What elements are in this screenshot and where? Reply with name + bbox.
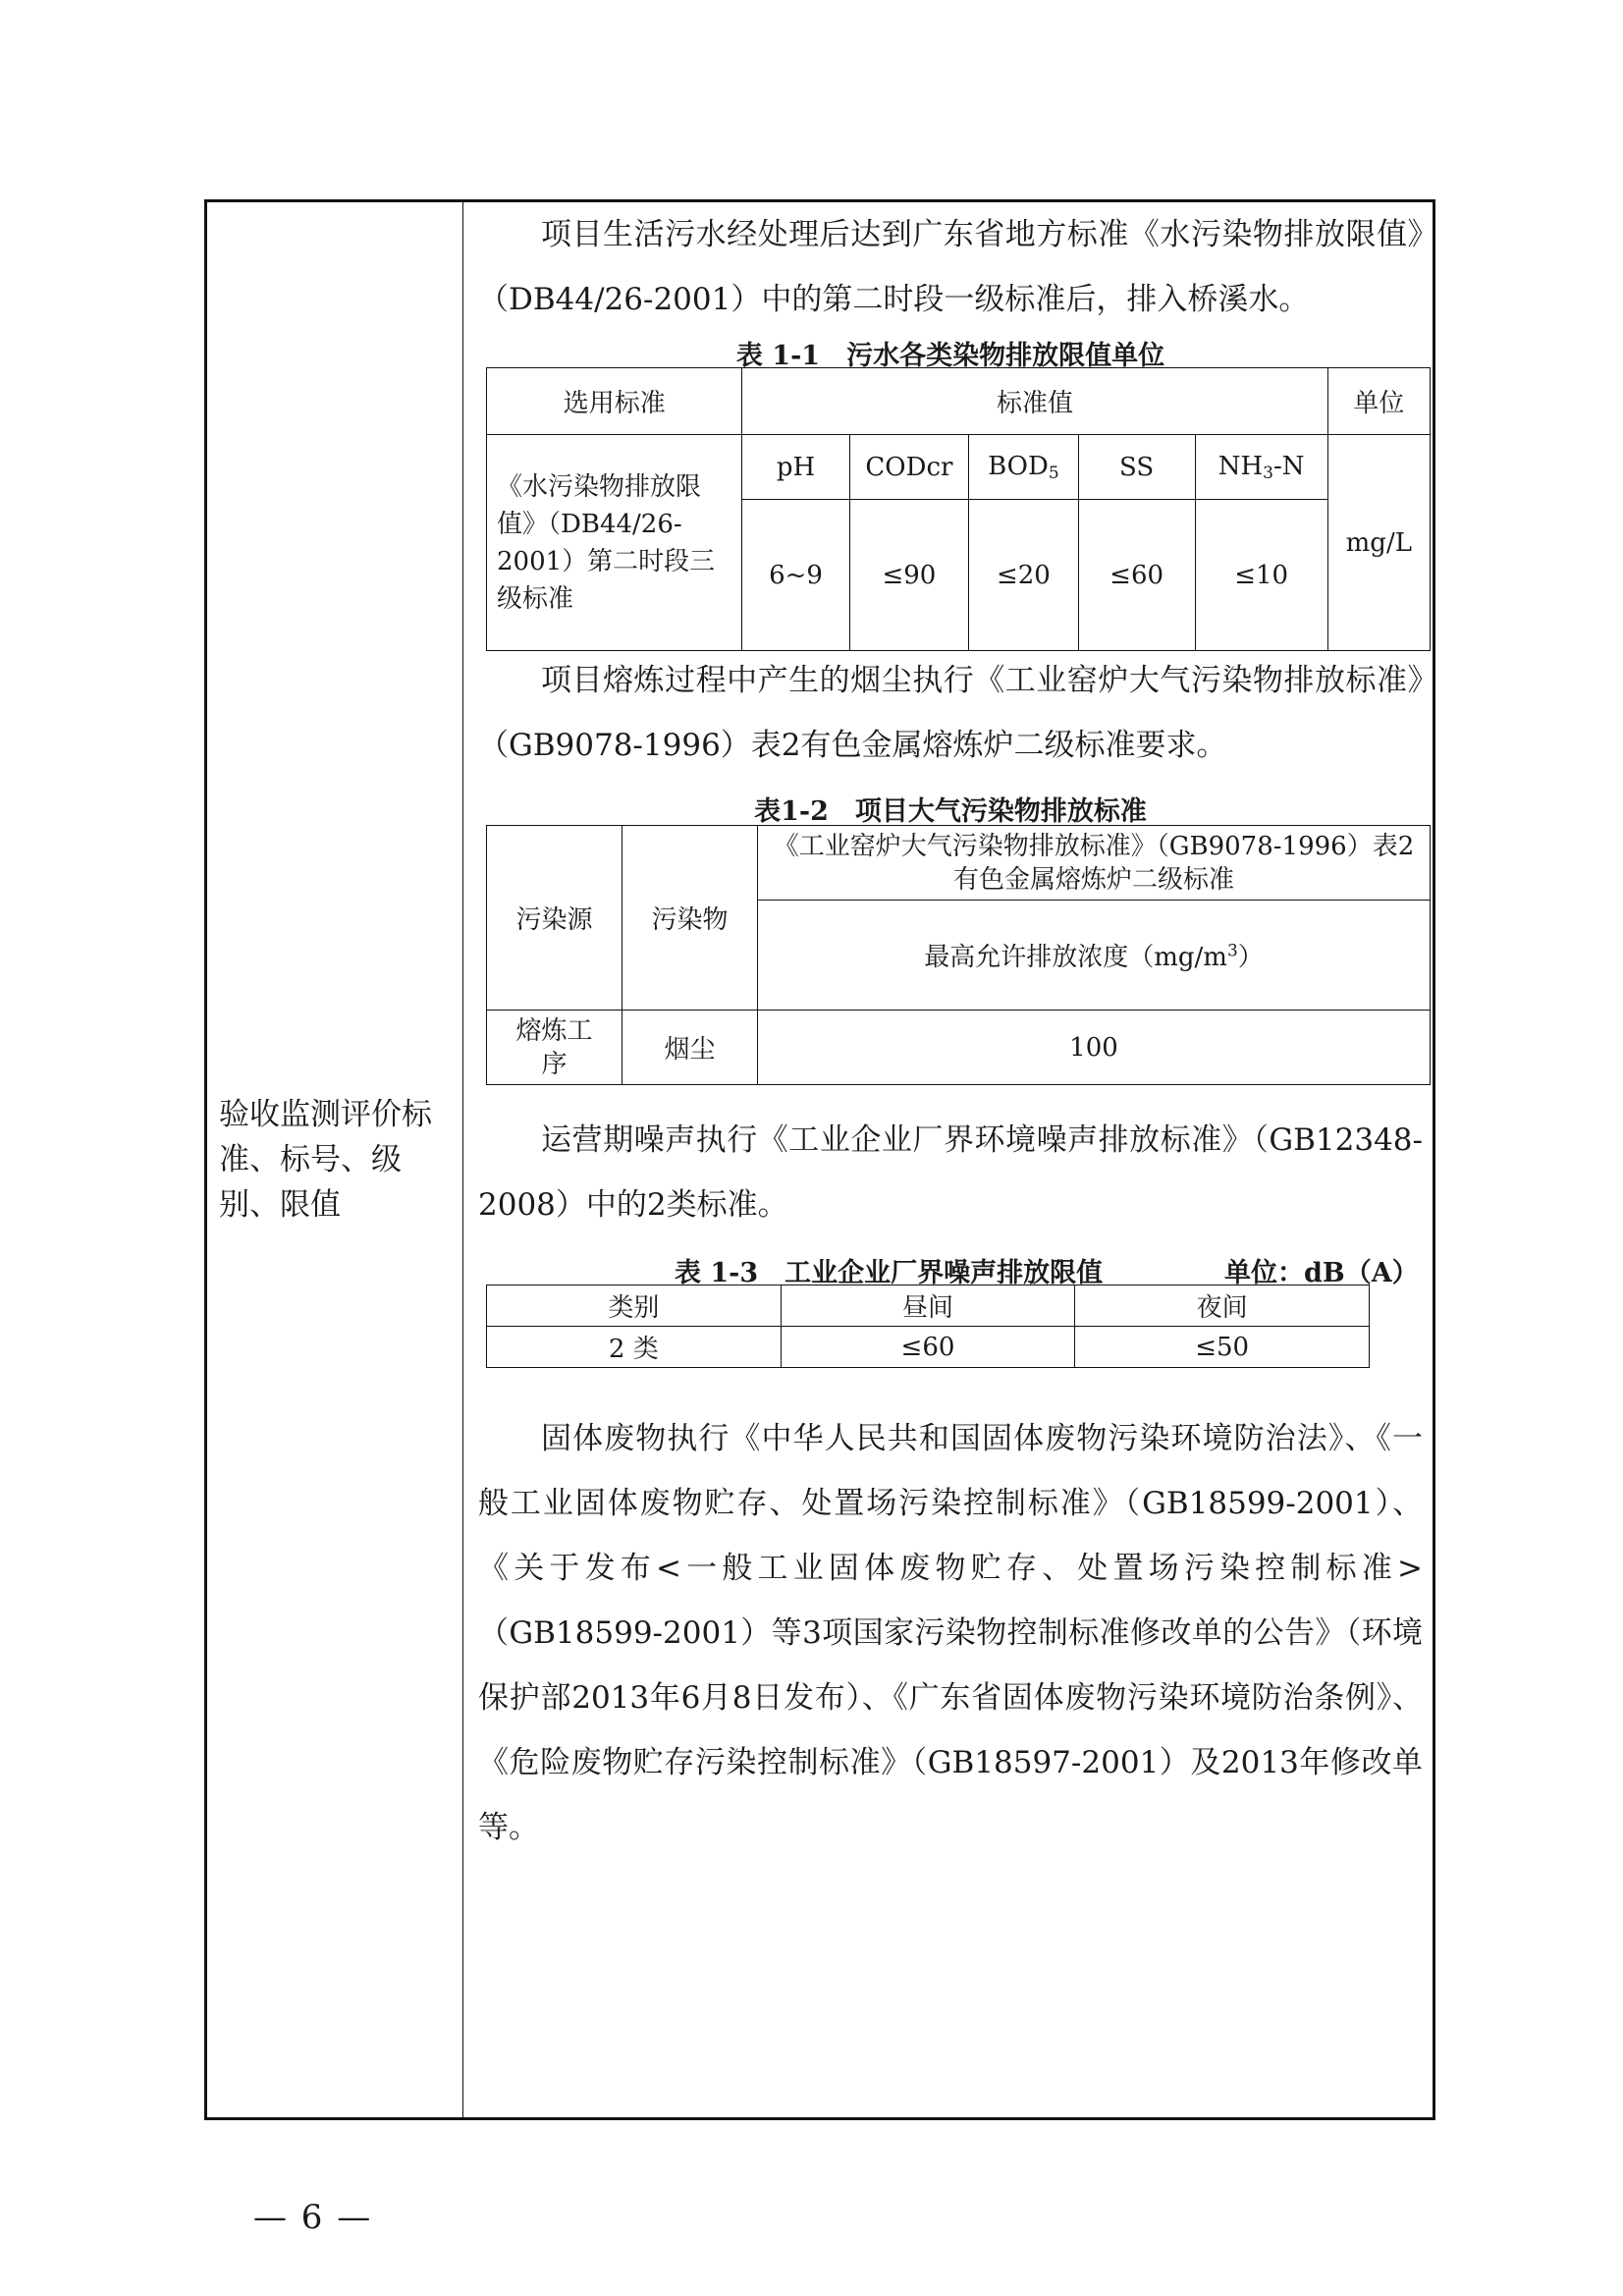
param-codcr: CODcr <box>849 435 969 500</box>
daytime-value: ≤60 <box>781 1327 1075 1368</box>
source-value: 熔炼工序 <box>487 1011 622 1085</box>
table-air-standard <box>486 825 1431 1085</box>
paragraph-solid-waste: 固体废物执行《中华人民共和国固体废物污染环境防治法》、《一般工业固体废物贮存、处置场污染控制标准》（GB18599-2001）、《关于发布<一般工业固体废物贮存、处置场污染控制标准>（GB18599-2001）等3项国家污染物控制标准修改单的公告》（环境保护部2013年6月8日发布）、《广东省固体废物污染环境防治条例》、《危险废物贮存污染控制标准》（GB18597-2001）及2013年修改单等。 <box>478 1421 1423 1845</box>
param-nh3n: $NH_3-N$ <box>1195 435 1327 500</box>
category-value: 2 类 <box>487 1327 782 1368</box>
header-source: 污染源 <box>487 826 622 1011</box>
row-label: 验收监测评价标准、标号、级别、限值 <box>219 1097 432 1223</box>
header-standard: 选用标准 <box>487 368 742 435</box>
header-category: 类别 <box>487 1285 782 1327</box>
limit-ph: 6~9 <box>742 500 849 651</box>
unit-value: mg/L <box>1327 435 1430 651</box>
pollutant-value: 烟尘 <box>622 1011 758 1085</box>
header-values: 标准值 <box>742 368 1327 435</box>
table3-caption-row <box>478 1251 1423 1288</box>
form-frame <box>204 199 1435 2120</box>
param-ph: pH <box>742 435 849 500</box>
table1-caption: 表 1-1 污水各类染物排放限值单位 <box>735 341 1165 371</box>
header-nighttime: 夜间 <box>1075 1285 1370 1327</box>
paragraph-noise: 运营期噪声执行《工业企业厂界环境噪声排放标准》（GB12348-2008）中的2类标准。 <box>478 1122 1423 1223</box>
table-noise-limits <box>486 1285 1370 1368</box>
param-bod5: $BOD_5$ <box>969 435 1078 500</box>
column-divider <box>462 202 463 2117</box>
table2-caption: 表1-2 项目大气污染物排放标准 <box>754 796 1147 827</box>
table3-caption: 表 1-3 工业企业厂界噪声排放限值 <box>675 1258 1104 1288</box>
standard-name: 《水污染物排放限值》（DB44/26-2001）第二时段三级标准 <box>487 435 742 651</box>
header-daytime: 昼间 <box>781 1285 1075 1327</box>
limit-codcr: ≤90 <box>849 500 969 651</box>
concentration-value: 100 <box>758 1011 1431 1085</box>
standard-title: 《工业窑炉大气污染物排放标准》（GB9078-1996）表2有色金属熔炼炉二级标准 <box>758 826 1431 901</box>
limit-bod5: ≤20 <box>969 500 1078 651</box>
nighttime-value: ≤50 <box>1075 1327 1370 1368</box>
page-number: — 6 — <box>253 2198 373 2237</box>
table3-unit: 单位：dB（A） <box>1224 1258 1419 1288</box>
limit-nh3n: ≤10 <box>1195 500 1327 651</box>
header-pollutant: 污染物 <box>622 826 758 1011</box>
header-unit: 单位 <box>1327 368 1430 435</box>
paragraph-air: 项目熔炼过程中产生的烟尘执行《工业窑炉大气污染物排放标准》（GB9078-1996）表2有色金属熔炼炉二级标准要求。 <box>478 663 1423 763</box>
table-wastewater-limits <box>486 367 1431 651</box>
limit-ss: ≤60 <box>1078 500 1195 651</box>
max-concentration-label: 最高允许排放浓度$(mg/m^3)$ <box>758 901 1431 1011</box>
param-ss: SS <box>1078 435 1195 500</box>
paragraph-wastewater: 项目生活污水经处理后达到广东省地方标准《水污染物排放限值》（DB44/26-2001）中的第二时段一级标准后，排入桥溪水。 <box>478 217 1423 317</box>
